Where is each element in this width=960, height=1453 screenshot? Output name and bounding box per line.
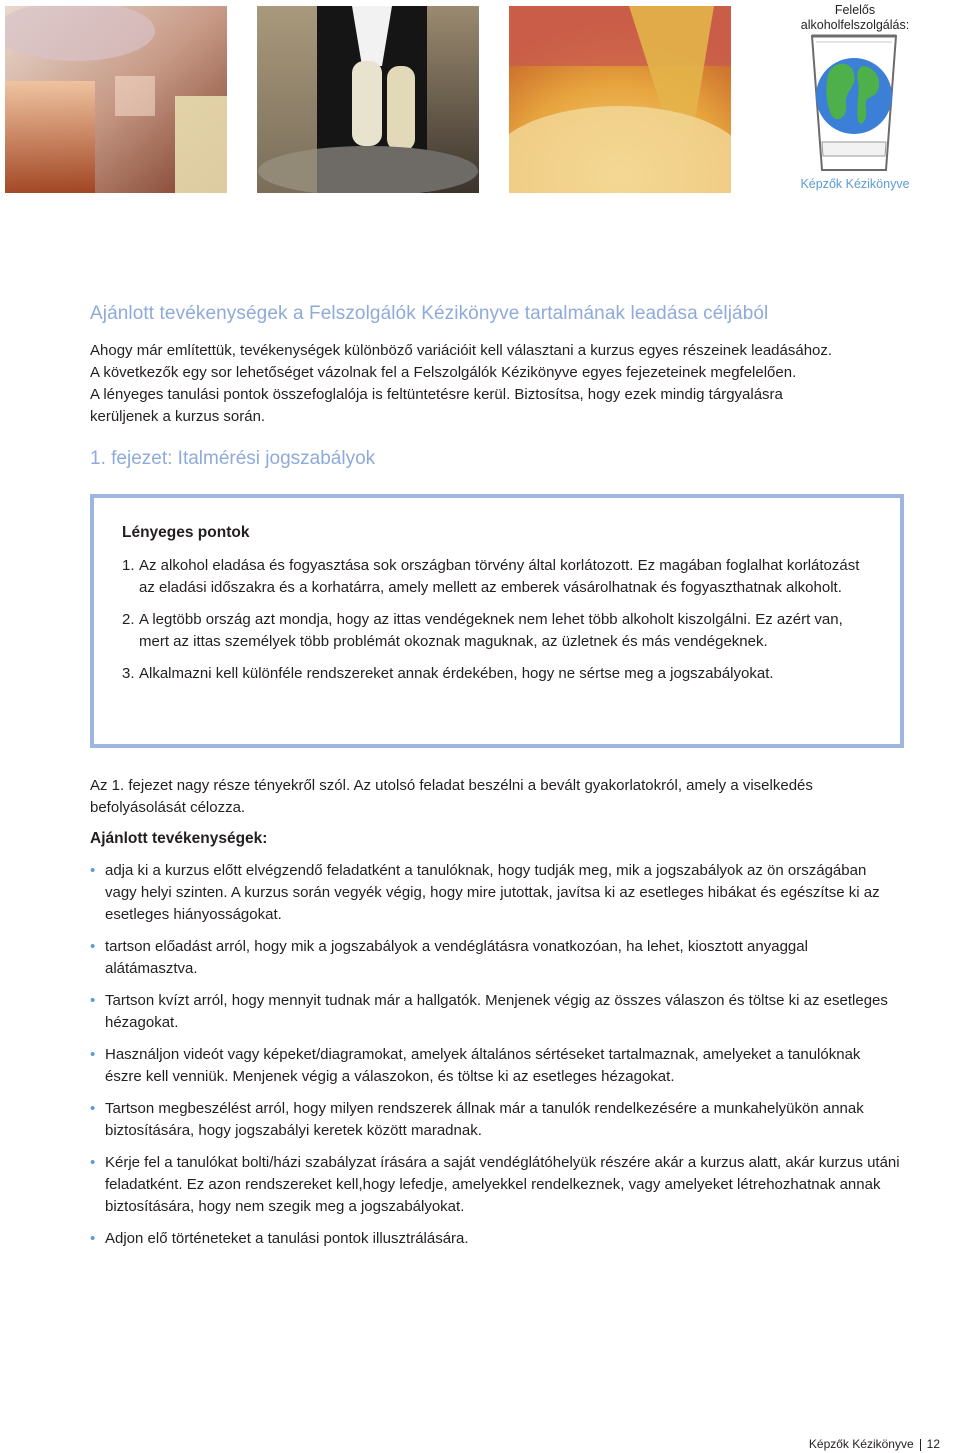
key-points-box (90, 494, 904, 748)
activity-item: • Tartson megbeszélést arról, hogy milyen rendszerek állnak már a tanulók rendelkezésére a munkahelyükön annak biztosítására, hogy jogszabályi keretek között maradnak. (90, 1100, 864, 1139)
intro-paragraph (90, 340, 890, 428)
footer-divider (920, 1439, 921, 1451)
logo-title: Felelős alkoholfelszolgálás: (800, 3, 910, 32)
chapter-title: 1. fejezet: Italmérési jogszabályok (90, 448, 376, 469)
key-points-list (122, 555, 862, 695)
logo-caption: Képzők Kézikönyve (800, 177, 910, 191)
photo-waiter-with-champagne (257, 6, 479, 193)
page-footer (809, 1437, 940, 1451)
bullet-icon: • (90, 1230, 96, 1247)
activity-item: • Adjon elő történeteket a tanulási pontok illusztrálására. (90, 1228, 900, 1250)
bullet-icon: • (90, 992, 96, 1009)
chapter-summary-paragraph: Az 1. fejezet nagy része tényekről szól. Az utolsó feladat beszélni a bevált gyakorlatokról, amely a viselkedés befolyásolását célozza. (90, 777, 813, 816)
key-point-number: 2. (122, 611, 135, 628)
activity-item: • tartson előadást arról, hogy mik a jogszabályok a vendéglátásra vonatkozóan, ha lehet, kiosztott anyaggal alátámasztva. (90, 938, 808, 977)
intro-line: Ahogy már említettük, tevékenységek különböző variációit kell választani a kurzus egyes részeinek leadásához. (90, 342, 833, 359)
key-point-number: 3. (122, 665, 135, 682)
key-point-number: 1. (122, 557, 135, 574)
activities-title: Ajánlott tevékenységek: (90, 830, 268, 847)
activities-list (90, 860, 900, 1260)
activity-item: • Kérje fel a tanulókat bolti/házi szabályzat írására a saját vendéglátóhelyük részére akár a kurzus alatt, akár kurzus utáni feladatként. Ez azon rendszereket kell,hogy lefedje, amelyekkel rendelkeznek, vagy amelyeket létrehozhatnak annak biztosítására, hogy nem szegik meg a jogszabályokat. (90, 1154, 900, 1215)
bullet-icon: • (90, 1100, 96, 1117)
bullet-icon: • (90, 862, 96, 879)
bullet-icon: • (90, 938, 96, 955)
key-point-text: Alkalmazni kell különféle rendszereket annak érdekében, hogy ne sértse meg a jogszabályokat. (139, 665, 774, 682)
page-heading: Ajánlott tevékenységek a Felszolgálók Kézikönyve tartalmának leadása céljából (90, 303, 769, 324)
globe-glass-icon (808, 30, 900, 176)
activity-item: • adja ki a kurzus előtt elvégzendő feladatként a tanulóknak, hogy tudják meg, mik a jogszabályok az ön országában vagy helyi szinten. A kurzus során vegyék végig, hogy mire jutottak, javítsa ki az esetleges hibákat és egészítse ki az esetleges hiányosságokat. (90, 862, 880, 923)
bullet-icon: • (90, 1046, 96, 1063)
bullet-icon: • (90, 1154, 96, 1171)
footer-label: Képzők Kézikönyve (808, 1437, 914, 1451)
key-point-text: Az alkohol eladása és fogyasztása sok országban törvény által korlátozott. Ez magában foglalhat korlátozást az eladási időszakra és a korhatárra, amely mellett az emberek vásárolhatnak és fogyaszthatnak alkoholt. (139, 557, 860, 596)
intro-line: A következők egy sor lehetőséget vázolnak fel a Felszolgálók Kézikönyve egyes fejezeteinek megfelelően. (90, 364, 797, 381)
key-points-title: Lényeges pontok (122, 524, 250, 541)
intro-line: kerüljenek a kurzus során. (90, 408, 266, 425)
key-point-text: A legtöbb ország azt mondja, hogy az ittas vendégeknek nem lehet több alkoholt kiszolgálni. Ez azért van, mert az ittas személyek több problémát okoznak maguknak, az üzletnek és más vendégeknek. (139, 611, 843, 650)
photo-beer-pouring (509, 6, 731, 193)
page-number: 12 (926, 1437, 940, 1451)
activity-item: • Tartson kvízt arról, hogy mennyit tudnak már a hallgatók. Menjenek végig az összes válaszon és töltse ki az esetleges hézagokat. (90, 992, 888, 1031)
key-point-item (122, 609, 862, 653)
intro-line: A lényeges tanulási pontok összefoglalója is feltüntetésre kerül. Biztosítsa, hogy ezek mindig tárgyalásra (90, 386, 783, 403)
key-point-item (122, 663, 862, 685)
activity-item: • Használjon videót vagy képeket/diagramokat, amelyek általános sértéseket tartalmaznak, amelyeket a tanulóknak észre kell venniük. Menjenek végig a válaszokon, és töltse ki az esetleges hézagokat. (90, 1046, 861, 1085)
key-point-item (122, 555, 862, 599)
photo-beer-and-wine-glasses (5, 6, 227, 193)
